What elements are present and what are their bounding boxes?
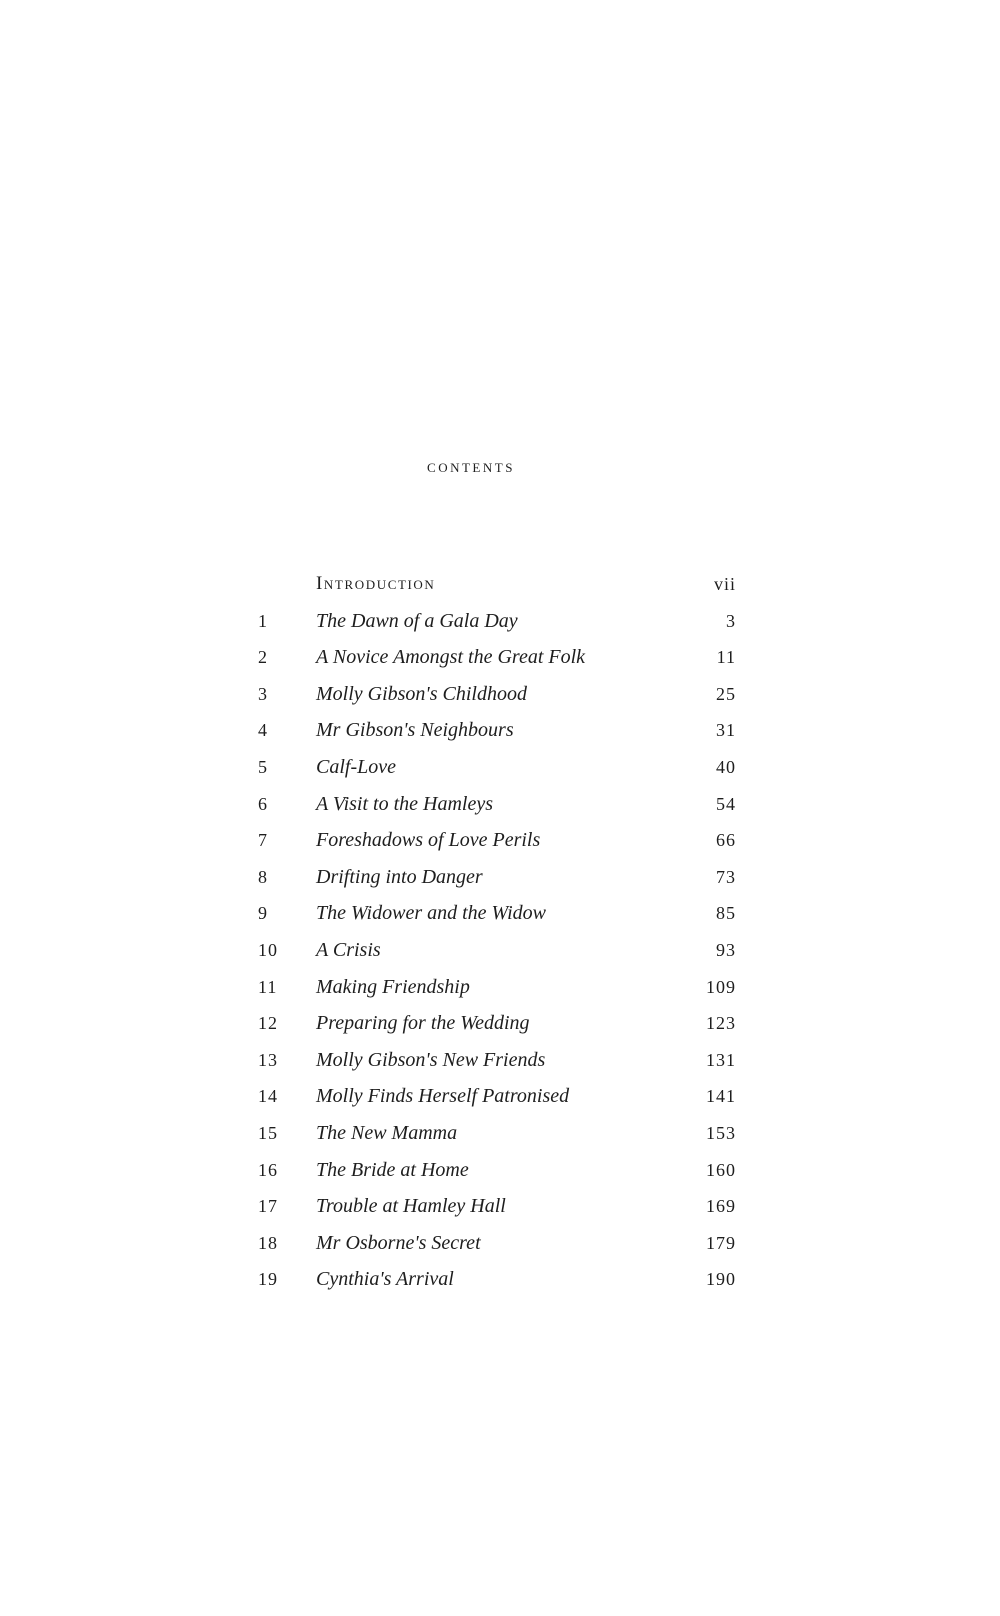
- toc-entry: [258, 1261, 736, 1298]
- chapter-number: 16: [258, 1159, 278, 1180]
- toc-entry: [258, 895, 736, 932]
- chapter-title: Molly Gibson's Childhood: [316, 682, 527, 705]
- chapter-number: 12: [258, 1013, 278, 1034]
- page-number: 66: [716, 830, 736, 851]
- page-number: 73: [716, 866, 736, 887]
- chapter-number: 10: [258, 939, 278, 960]
- toc-entry: [258, 1188, 736, 1225]
- chapter-number: 2: [258, 647, 268, 668]
- page-number: 160: [706, 1159, 736, 1180]
- chapter-title: Trouble at Hamley Hall: [316, 1195, 506, 1218]
- chapter-number: 11: [258, 976, 278, 997]
- page-number: 169: [706, 1196, 736, 1217]
- chapter-number: 6: [258, 793, 268, 814]
- chapter-title: Mr Osborne's Secret: [316, 1231, 481, 1254]
- toc-entry: [258, 603, 736, 640]
- toc-entry: [258, 712, 736, 749]
- chapter-title: Molly Gibson's New Friends: [316, 1048, 546, 1071]
- toc-entry: [258, 676, 736, 713]
- chapter-title: Foreshadows of Love Perils: [316, 829, 541, 852]
- page-number: 85: [716, 903, 736, 924]
- page-number: 153: [706, 1122, 736, 1143]
- page-number: 123: [706, 1013, 736, 1034]
- toc-entry: [258, 1225, 736, 1262]
- chapter-number: 3: [258, 683, 268, 704]
- chapter-title: Cynthia's Arrival: [316, 1268, 454, 1291]
- page-number: 3: [726, 610, 736, 631]
- page-number: 31: [716, 720, 736, 741]
- page-number: 141: [706, 1086, 736, 1107]
- toc-entry: [258, 859, 736, 896]
- chapter-number: 15: [258, 1122, 278, 1143]
- chapter-title: Preparing for the Wedding: [316, 1012, 530, 1035]
- chapter-number: 7: [258, 830, 268, 851]
- chapter-number: 1: [258, 610, 268, 631]
- chapter-number: 18: [258, 1232, 278, 1253]
- toc-entry: [258, 1005, 736, 1042]
- contents-heading-text: contents: [427, 456, 515, 477]
- page-number: 25: [716, 683, 736, 704]
- page-number: 109: [706, 976, 736, 997]
- chapter-number: 14: [258, 1086, 278, 1107]
- chapter-title: Mr Gibson's Neighbours: [316, 719, 514, 742]
- chapter-title: Drifting into Danger: [316, 865, 483, 888]
- toc-entry: [258, 639, 736, 676]
- toc-entry: [258, 1115, 736, 1152]
- page-number: 40: [716, 756, 736, 777]
- page-number: 190: [706, 1269, 736, 1290]
- toc-entry: [258, 566, 736, 603]
- chapter-number: 17: [258, 1196, 278, 1217]
- chapter-number: 9: [258, 903, 268, 924]
- chapter-title: The New Mamma: [316, 1121, 458, 1144]
- toc-entry: [258, 749, 736, 786]
- chapter-title: A Novice Amongst the Great Folk: [316, 646, 586, 669]
- chapter-title: Molly Finds Herself Patronised: [316, 1085, 570, 1108]
- page-number: vii: [713, 574, 736, 594]
- chapter-title: Calf-Love: [316, 755, 396, 778]
- chapter-number: 13: [258, 1049, 278, 1070]
- contents-heading: [0, 456, 1000, 478]
- toc-entry: [258, 1042, 736, 1079]
- toc-entry: [258, 1152, 736, 1189]
- chapter-title: The Bride at Home: [316, 1158, 469, 1181]
- table-of-contents: [258, 566, 736, 1298]
- page-number: 54: [716, 793, 736, 814]
- chapter-title: Making Friendship: [316, 975, 470, 998]
- toc-entry: [258, 932, 736, 969]
- chapter-title: The Widower and the Widow: [316, 902, 546, 925]
- page-number: 11: [716, 647, 736, 668]
- toc-entry: [258, 822, 736, 859]
- page-number: 131: [706, 1049, 736, 1070]
- chapter-title: A Crisis: [316, 938, 381, 961]
- page-number: 179: [706, 1232, 736, 1253]
- toc-entry: [258, 1078, 736, 1115]
- chapter-number: 8: [258, 866, 268, 887]
- chapter-number: 5: [258, 756, 268, 777]
- toc-entry: [258, 969, 736, 1006]
- toc-entry: [258, 786, 736, 823]
- chapter-number: 4: [258, 720, 268, 741]
- chapter-title: The Dawn of a Gala Day: [316, 609, 518, 632]
- chapter-title: A Visit to the Hamleys: [316, 792, 494, 815]
- page-number: 93: [716, 939, 736, 960]
- chapter-number: 19: [258, 1269, 278, 1290]
- chapter-title: Introduction: [316, 573, 436, 594]
